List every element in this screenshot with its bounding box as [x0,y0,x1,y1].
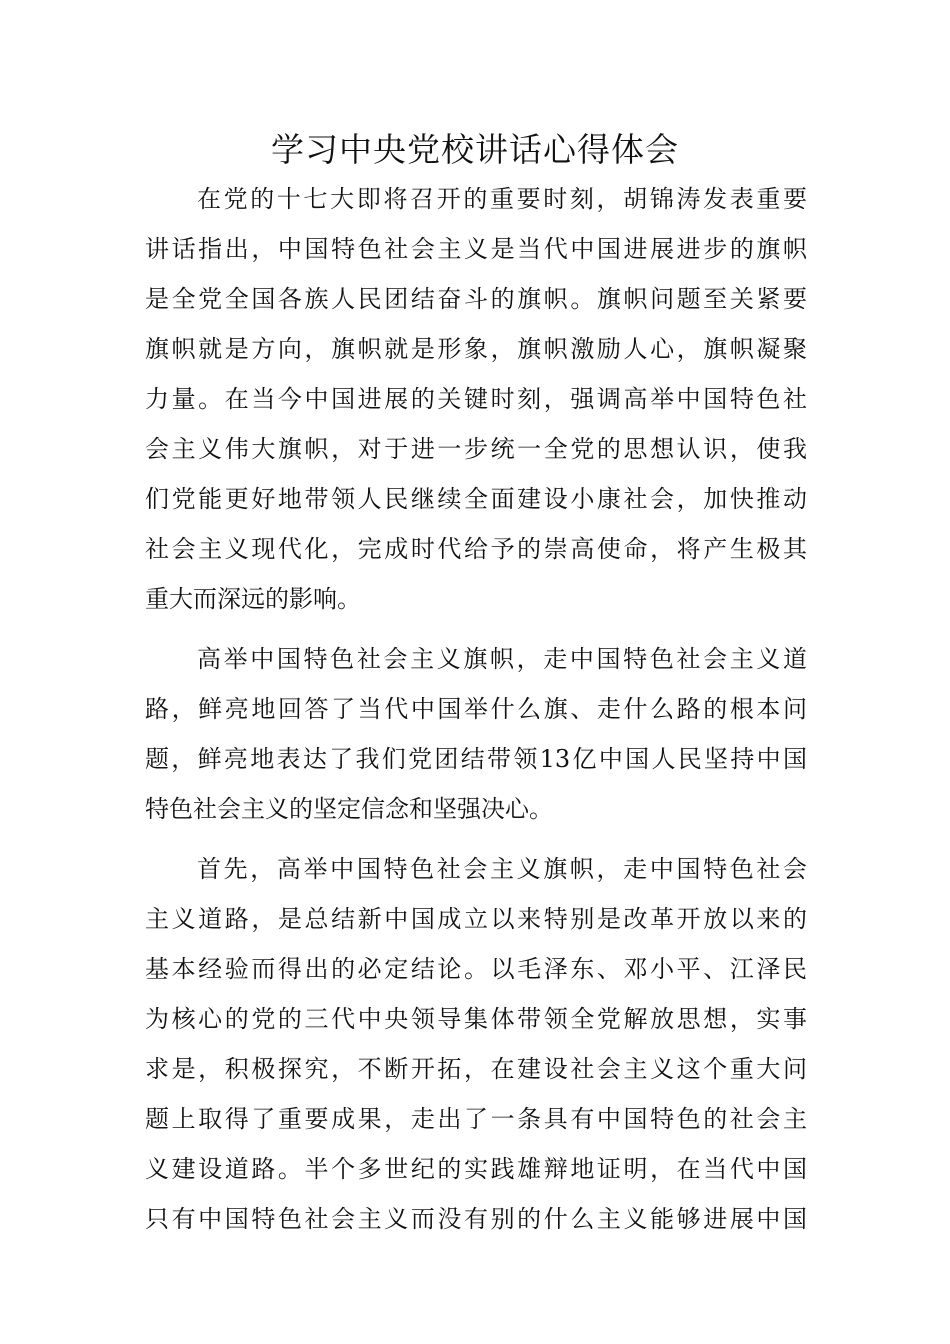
paragraph-line: 基本经验而得出的必定结论。以毛泽东、邓小平、江泽民 [145,955,807,983]
paragraph-1 [145,174,807,624]
paragraph-line: 是全党全国各族人民团结奋斗的旗帜。旗帜问题至关紧要 [145,285,807,313]
paragraph-line: 们党能更好地带领人民继续全面建设小康社会，加快推动 [145,485,807,513]
paragraph-line: 会主义伟大旗帜，对于进一步统一全党的思想认识，使我 [145,435,807,463]
paragraph-line: 主义道路，是总结新中国成立以来特别是改革开放以来的 [145,905,807,933]
paragraph-line: 社会主义现代化，完成时代给予的崇高使命，将产生极其 [145,535,807,563]
paragraph-line: 在党的十七大即将召开的重要时刻，胡锦涛发表重要 [197,185,807,213]
paragraph-line: 只有中国特色社会主义而没有别的什么主义能够进展中国 [145,1205,807,1233]
paragraph-line: 为核心的党的三代中央领导集体带领全党解放思想，实事 [145,1005,807,1033]
paragraph-line: 高举中国特色社会主义旗帜，走中国特色社会主义道 [197,645,807,673]
paragraph-line: 题，鲜亮地表达了我们党团结带领13亿中国人民坚持中国 [145,745,807,773]
paragraph-line: 重大而深远的影响。 [145,585,361,613]
paragraph-line: 旗帜就是方向，旗帜就是形象，旗帜激励人心，旗帜凝聚 [145,335,807,363]
paragraph-line: 路，鲜亮地回答了当代中国举什么旗、走什么路的根本问 [145,695,807,723]
paragraph-line: 义建设道路。半个多世纪的实践雄辩地证明，在当代中国 [145,1155,807,1183]
paragraph-line: 特色社会主义的坚定信念和坚强决心。 [145,795,553,823]
document-title: 学习中央党校讲话心得体会 [271,130,679,169]
paragraph-line: 求是，积极探究，不断开拓，在建设社会主义这个重大问 [145,1055,807,1083]
paragraph-line: 首先，高举中国特色社会主义旗帜，走中国特色社会 [197,855,807,883]
paragraph-3 [145,844,807,1244]
paragraph-2 [145,634,807,834]
document-body [145,174,807,1254]
paragraph-line: 讲话指出，中国特色社会主义是当代中国进展进步的旗帜 [145,235,807,263]
paragraph-line: 力量。在当今中国进展的关键时刻，强调高举中国特色社 [145,385,807,413]
paragraph-line: 题上取得了重要成果，走出了一条具有中国特色的社会主 [145,1105,807,1133]
